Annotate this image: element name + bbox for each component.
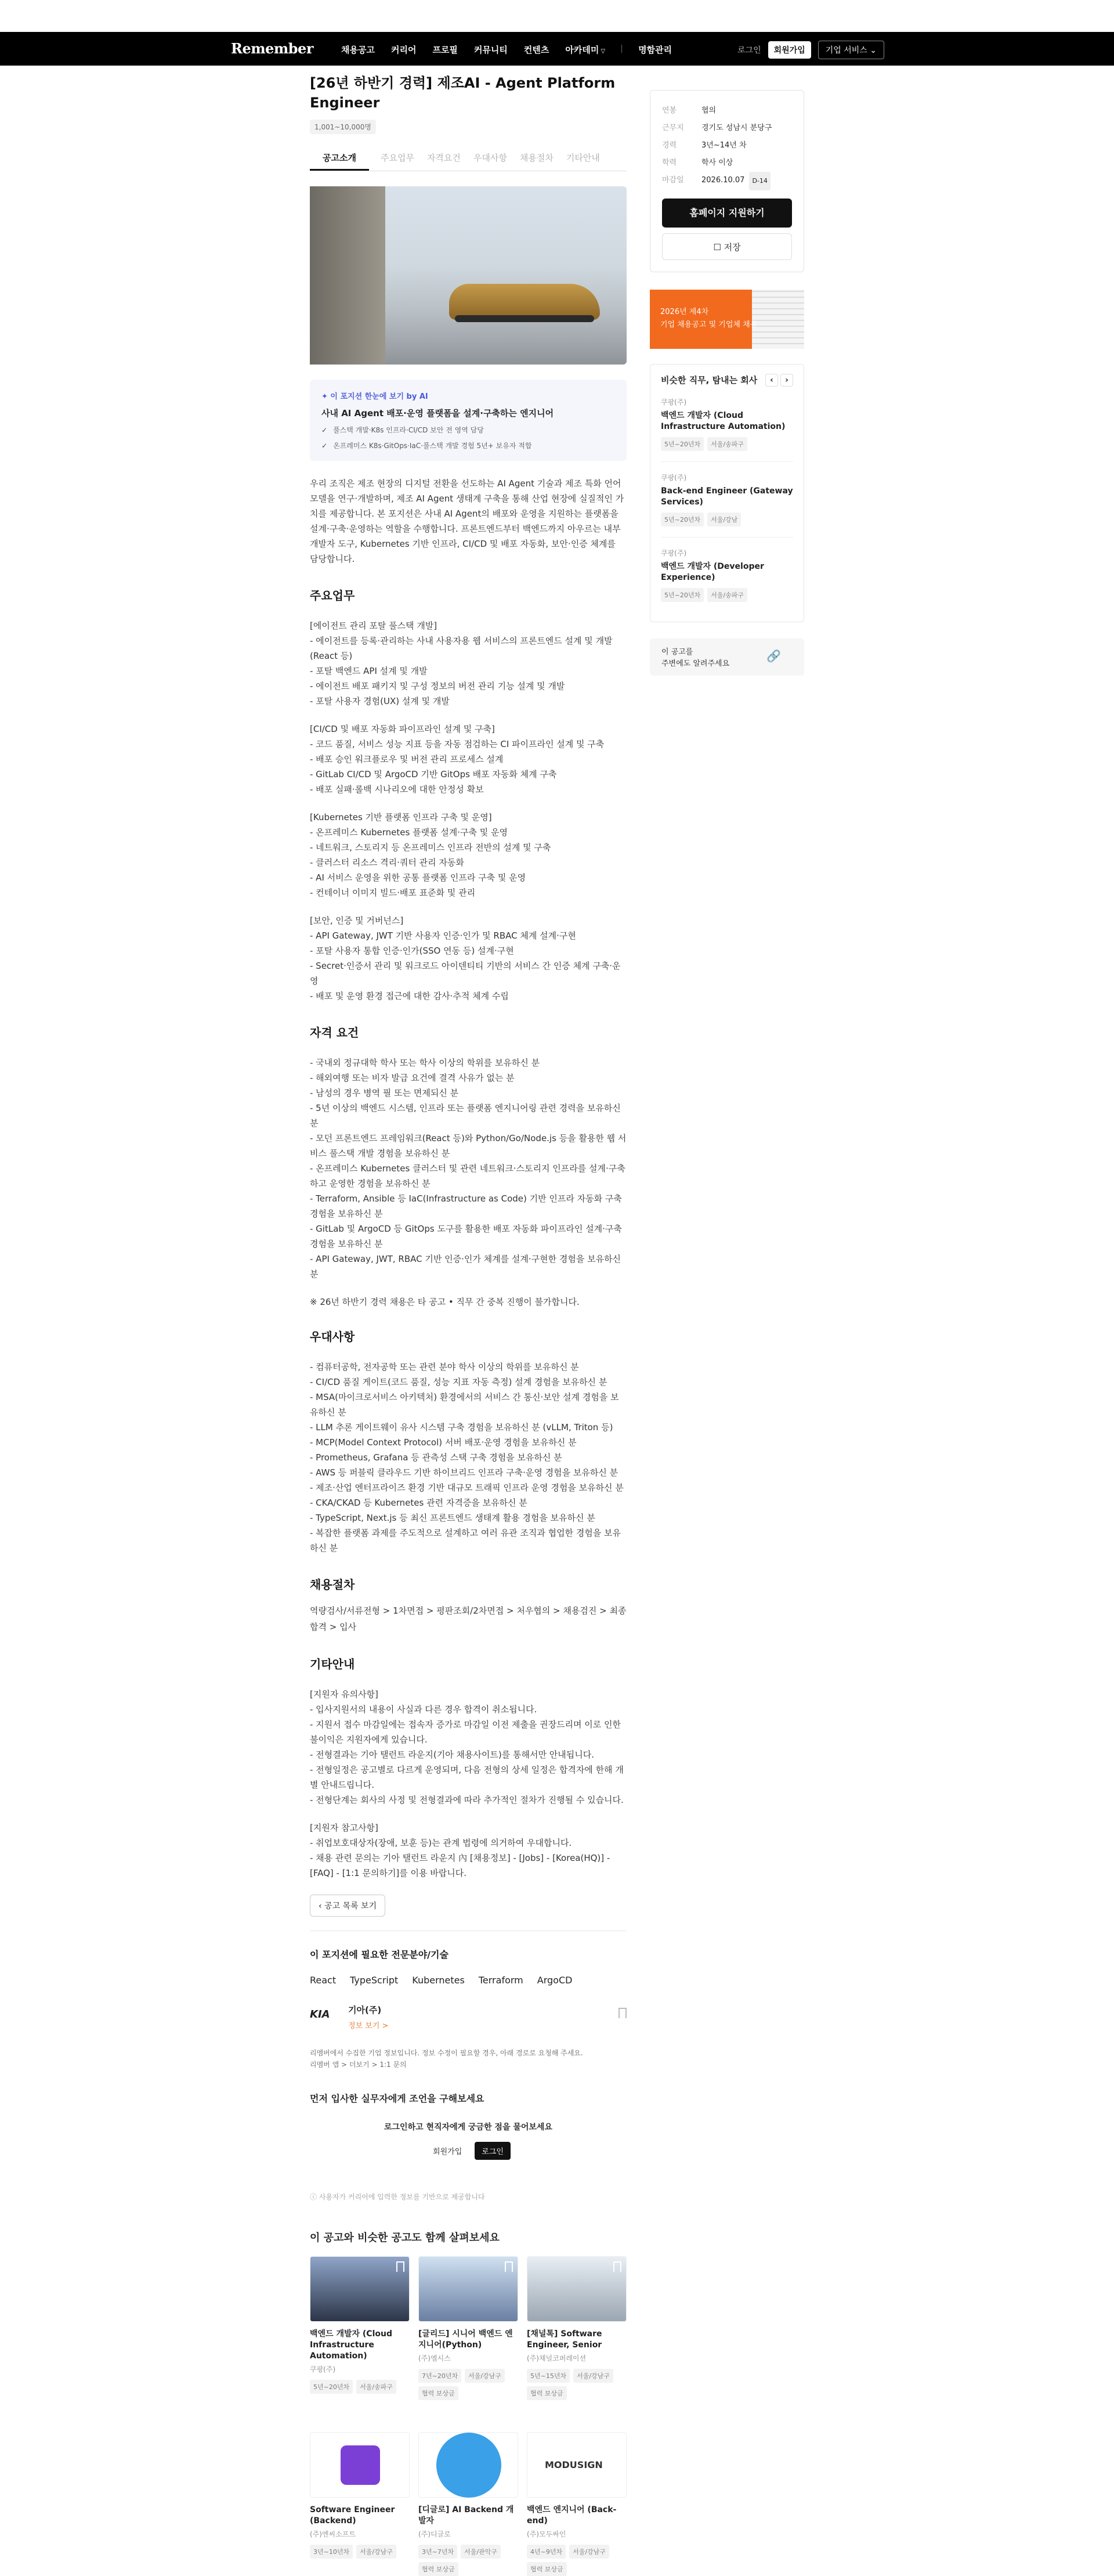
bookmark-icon: ☐: [713, 242, 724, 252]
tab-duties[interactable]: 주요업무: [380, 153, 414, 163]
duty-item: - 배포 실패·롤백 시나리오에 대한 안정성 확보: [310, 784, 484, 795]
job-card-company: (주)엔씨소프트: [310, 2530, 356, 2538]
job-card-chips: [527, 2545, 627, 2576]
signup-button[interactable]: 회원가입: [768, 41, 811, 59]
section-tabs: [310, 151, 627, 171]
share-text: 이 공고를 주변에도 알려주세요: [661, 648, 730, 668]
skills-list: [310, 1975, 627, 1986]
similar-job-chips: [661, 588, 793, 602]
qualifications-heading: 자격 요건: [310, 1026, 359, 1040]
similar-jobs-heading: 이 공고와 비슷한 공고도 함께 살펴보세요: [310, 2232, 500, 2244]
company-text: [348, 2004, 388, 2030]
similar-job-chip: 5년~20년차: [661, 437, 704, 451]
duty-group-title: [에이전트 관리 포탈 풀스택 개발]: [310, 620, 437, 631]
company-name: 기아(주): [348, 2005, 382, 2015]
hero-wall: [310, 186, 385, 365]
skill-tag: Kubernetes: [412, 1975, 465, 1986]
similar-companies-box: [650, 364, 804, 622]
deadline-badge: D-14: [749, 172, 770, 190]
company-logo: [341, 2445, 380, 2485]
duty-item: - 컨테이너 이미지 빌드·배포 표준화 및 관리: [310, 887, 476, 898]
etc-item: - 전형결과는 기아 탤런트 라운지(기아 채용사이트)를 통해서만 안내됩니다.: [310, 1749, 594, 1760]
bookmark-icon[interactable]: [613, 2261, 621, 2272]
duties-list: [310, 618, 627, 1004]
similar-company-item[interactable]: [661, 462, 793, 537]
job-info-box: [650, 90, 804, 272]
job-card-company: (주)모두싸인: [527, 2530, 566, 2538]
similar-company-item[interactable]: [661, 387, 793, 462]
duty-group-title: [보안, 인증 및 거버넌스]: [310, 915, 404, 926]
duty-item: - 포탈 사용자 통합 인증·인가(SSO 연동 등) 설계·구현: [310, 946, 514, 956]
etc-group-title: [지원자 유의사항]: [310, 1689, 378, 1700]
similar-job-title: Back-end Engineer (Gateway Services): [661, 486, 793, 507]
tab-qualifications[interactable]: 자격요건: [426, 153, 461, 163]
skill-tag: React: [310, 1975, 337, 1986]
tab-preferences[interactable]: 우대사항: [473, 153, 507, 163]
bookmark-icon[interactable]: [505, 2261, 513, 2272]
duty-item: - 에이전트 배포 패키지 및 구성 정보의 버전 관리 기능 설계 및 개발: [310, 681, 565, 691]
mentor-note: ⓘ 사용자가 커리어에 입력한 정보를 기반으로 제공합니다: [310, 2193, 485, 2201]
save-label: 저장: [724, 242, 741, 252]
job-card[interactable]: [310, 2256, 410, 2400]
job-card-chip: 서울/강남구: [569, 2545, 609, 2559]
duty-group-title: [Kubernetes 기반 플랫폼 인프라 구축 및 운영]: [310, 812, 492, 822]
nav-jobs[interactable]: 채용공고: [341, 45, 375, 55]
job-card[interactable]: [527, 2256, 627, 2400]
job-detail: [310, 73, 627, 2576]
job-hero-image: [310, 186, 627, 365]
qualifications-list: [310, 1055, 627, 1282]
qualification-item: - 국내외 정규대학 학사 또는 학사 이상의 학위를 보유하신 분: [310, 1058, 540, 1068]
duty-item: - 배포 및 운영 환경 접근에 대한 감사·추적 체계 수립: [310, 991, 509, 1001]
duty-item: - 포탈 백엔드 API 설계 및 개발: [310, 666, 428, 676]
mentor-login-prompt: [310, 2121, 627, 2179]
hero-car: [449, 284, 600, 320]
etc-item: - 채용 관련 문의는 기아 탤런트 라운지 內 [채용정보] - [Jobs] - [Korea(HQ)] - [FAQ] - [1:1 문의하기]를 이용 바랍니다.: [310, 1853, 610, 1878]
duty-item: - Secret·인증서 관리 및 워크로드 아이덴티티 기반의 서비스 간 인증 체계 구축·운영: [310, 961, 621, 986]
chevron-down-icon: ⌄: [870, 46, 877, 55]
similar-job-title: 백엔드 개발자 (Developer Experience): [661, 562, 764, 582]
preference-item: - TypeScript, Next.js 등 최신 프론트엔드 생태계 활용 경험을 보유하신 분: [310, 1513, 595, 1523]
banner-text: 2026년 제4차 기업 채용공고 및 기업체 채용: [660, 308, 758, 329]
qualification-item: - 모던 프론트엔드 프레임워크(React 등)와 Python/Go/Node.js 등을 활용한 웹 서비스 풀스택 개발 경험을 보유하신 분: [310, 1133, 627, 1159]
similar-job-chip: 5년~20년차: [661, 513, 704, 526]
login-link[interactable]: 로그인: [737, 46, 761, 55]
similar-company-item[interactable]: [661, 537, 793, 612]
info-key: 경력: [662, 141, 677, 150]
info-value: 학사 이상: [701, 158, 733, 167]
preference-item: - 복잡한 플랫폼 과제를 주도적으로 설계하고 여러 유관 조직과 협업한 경험을 보유하신 분: [310, 1528, 621, 1553]
corp-service-button[interactable]: [818, 41, 884, 59]
duty-item: - AI 서비스 운영을 위한 공통 플랫폼 인프라 구축 및 운영: [310, 872, 526, 883]
process-heading: 채용절차: [310, 1578, 355, 1592]
similar-job-chip: 서울/강남: [707, 513, 741, 526]
mentor-heading: 먼저 입사한 실무자에게 조언을 구해보세요: [310, 2093, 484, 2104]
preference-item: - CKA/CKAD 등 Kubernetes 관련 자격증을 보유하신 분: [310, 1498, 527, 1508]
duty-item: - 포탈 사용자 경험(UX) 설계 및 개발: [310, 696, 450, 706]
etc-item: - 전형단계는 회사의 사정 및 전형결과에 따라 추가적인 절차가 진행될 수 있습니다.: [310, 1795, 624, 1805]
job-card[interactable]: [310, 2432, 410, 2576]
back-to-list-label: 공고 목록 보기: [324, 1902, 377, 1911]
preference-item: - LLM 추론 게이트웨이 유사 시스템 구축 경험을 보유하신 분 (vLLM, Triton 등): [310, 1422, 613, 1433]
carousel-arrows: [763, 374, 793, 387]
job-card-title: [디글로] AI Backend 개발자: [418, 2505, 514, 2526]
skill-tag: TypeScript: [350, 1975, 399, 1986]
mentor-buttons: [310, 2142, 627, 2160]
job-card-title: 백엔드 개발자 (Cloud Infrastructure Automation): [310, 2329, 392, 2361]
job-card-chip: 협력 보상금: [418, 2562, 458, 2576]
company-info-notice: 리멤버에서 수집한 기업 정보입니다. 정보 수정이 필요할 경우, 아래 경로로 요청해 주세요. 리멤버 앱 > 더보기 > 1:1 문의: [310, 2049, 583, 2069]
skill-tag: Terraform: [478, 1975, 523, 1986]
job-card-chip: 서울/강남구: [356, 2545, 396, 2559]
job-intro: 우리 조직은 제조 현장의 디지털 전환을 선도하는 AI Agent 기술과 제조 특화 언어모델을 연구·개발하며, 제조 AI Agent 생태계 구축을 통해 산업 현장에 실질적인 가치를 제공합니다. 본 포지션은 사내 AI Agent의 배포와 운영을 지원하는 플랫폼을 설계·구축·운영하는 역할을 수행합니다. 프론트엔드부터 백엔드까지 아우르는 내부 개발자 도구, Kubernetes 기반 인프라, CI/CD 및 배포 자동화, 보안·인증 체계를 담당합니다.: [310, 478, 624, 564]
job-card-chip: 7년~20년차: [418, 2369, 461, 2383]
job-card-chip: 서울/강남구: [465, 2369, 505, 2383]
job-card-image: [527, 2256, 627, 2322]
bookmark-icon[interactable]: [396, 2261, 404, 2272]
etc-group-title: [지원자 참고사항]: [310, 1823, 378, 1833]
job-card-image: [418, 2432, 518, 2498]
duty-item: - 배포 승인 워크플로우 및 버전 관리 프로세스 설계: [310, 754, 504, 764]
qualifications-note: ※ 26년 하반기 경력 채용은 타 공고 • 직무 간 중복 진행이 불가합니다.: [310, 1297, 580, 1307]
job-card-chip: 5년~15년차: [527, 2369, 570, 2383]
etc-group: [310, 1687, 627, 1807]
job-card-chip: 3년~10년차: [310, 2545, 353, 2559]
ai-summary-box: [310, 380, 627, 461]
job-card-chips: [418, 2545, 518, 2576]
duty-item: - GitLab CI/CD 및 ArgoCD 기반 GitOps 배포 자동화 체계 구축: [310, 769, 557, 780]
preferences-list: [310, 1359, 627, 1556]
chevron-left-icon[interactable]: ‹: [765, 374, 778, 387]
preference-item: - CI/CD 품질 게이트(코드 품질, 성능 지표 자동 측정) 설계 경험을 보유하신 분: [310, 1377, 607, 1387]
similar-companies-title: 비슷한 직무, 탐내는 회사: [661, 375, 758, 385]
similar-job-title: 백엔드 개발자 (Cloud Infrastructure Automation): [661, 411, 786, 431]
job-card-company: (주)채널코퍼레이션: [527, 2354, 587, 2362]
chevron-left-icon: ‹: [319, 1902, 325, 1911]
qualification-item: - Terraform, Ansible 등 IaC(Infrastructure as Code) 기반 인프라 자동화 구축 경험을 보유하신 분: [310, 1193, 622, 1219]
similar-job-chip: 서울/송파구: [707, 437, 747, 451]
link-icon[interactable]: 🔗: [766, 649, 781, 663]
preference-item: - Prometheus, Grafana 등 관측성 스택 구축 경험을 보유하신 분: [310, 1452, 562, 1463]
similar-company-name: 쿠팡(주): [661, 398, 687, 406]
top-nav-bar: [0, 32, 1114, 66]
job-card-chips: [310, 2380, 410, 2394]
similar-job-chips: [661, 513, 793, 526]
qualification-item: - GitLab 및 ArgoCD 등 GitOps 도구를 활용한 배포 자동화 파이프라인 설계·구축 경험을 보유하신 분: [310, 1224, 622, 1249]
process-steps: 역량검사/서류전형 > 1차면접 > 평판조회/2차면접 > 처우협의 > 채용검진 > 최종합격 > 입사: [310, 1606, 627, 1632]
bookmark-icon[interactable]: [613, 2437, 621, 2448]
tab-process[interactable]: 채용절차: [519, 153, 554, 163]
chevron-right-icon[interactable]: ›: [780, 374, 793, 387]
mentor-prompt-text: 로그인하고 현직자에게 궁금한 점을 물어보세요: [384, 2123, 552, 2132]
similar-jobs-grid: [310, 2256, 627, 2576]
duty-group: [310, 810, 627, 900]
job-card-chip: 5년~20년차: [310, 2380, 353, 2394]
job-card-chip: 3년~7년차: [418, 2545, 457, 2559]
duties-heading: 주요업무: [310, 589, 355, 602]
duty-item: - API Gateway, JWT 기반 사용자 인증·인가 및 RBAC 체계 설계·구현: [310, 930, 576, 941]
etc-item: - 지원서 접수 마감일에는 접속자 증가로 마감일 이전 제출을 권장드리며 이로 인한 불이익은 지원자에게 있습니다.: [310, 1719, 621, 1745]
info-key: 학력: [662, 158, 677, 167]
nav-card-management[interactable]: 명함관리: [638, 45, 672, 55]
duty-group: [310, 618, 627, 709]
similar-job-chip: 서울/송파구: [707, 588, 747, 602]
job-card-title: [글리드] 시니어 백엔드 엔지니어(Python): [418, 2329, 513, 2350]
similar-companies-header: [661, 374, 793, 387]
tab-intro[interactable]: 공고소개: [310, 151, 369, 171]
job-card-chip: 협력 보상금: [527, 2386, 567, 2400]
ai-summary-point: ✓ 풀스택 개발·K8s 인프라·CI/CD 보안 전 영역 담당: [321, 425, 615, 435]
job-card-chip: 서울/강남구: [573, 2369, 613, 2383]
ai-summary-heading: [321, 390, 615, 401]
duty-group-title: [CI/CD 및 배포 자동화 파이프라인 설계 및 구축]: [310, 724, 495, 734]
job-card-image: [527, 2432, 627, 2498]
preferences-heading: 우대사항: [310, 1330, 355, 1344]
info-value: 협의: [701, 106, 717, 115]
company-logo: KIA: [310, 2008, 330, 2021]
info-value: 3년~14년 차: [701, 141, 747, 150]
logo[interactable]: Remember: [231, 40, 313, 57]
preference-item: - 제조·산업 엔터프라이즈 환경 기반 대규모 트래픽 인프라 운영 경험을 보유하신 분: [310, 1482, 624, 1493]
company-logo: [436, 2433, 501, 2498]
etc-list: [310, 1687, 627, 1881]
bookmark-icon[interactable]: [619, 2008, 627, 2018]
duty-item: - 클러스터 리소스 격리·쿼터 관리 자동화: [310, 857, 464, 868]
nav-career[interactable]: 커리어: [390, 45, 417, 55]
job-card[interactable]: [527, 2432, 627, 2576]
etc-item: - 취업보호대상자(장애, 보훈 등)는 관계 법령에 의거하여 우대합니다.: [310, 1838, 572, 1848]
info-row: [662, 102, 792, 120]
bookmark-icon[interactable]: [505, 2437, 513, 2448]
qualification-item: - 해외여행 또는 비자 발급 요건에 결격 사유가 없는 분: [310, 1073, 515, 1083]
duty-item: - 네트워크, 스토리지 등 온프레미스 인프라 전반의 설계 및 구축: [310, 842, 551, 853]
job-card-chip: 서울/관악구: [461, 2545, 501, 2559]
similar-company-name: 쿠팡(주): [661, 549, 687, 557]
hero-car-shadow: [455, 315, 594, 322]
duty-item: - 온프레미스 Kubernetes 플랫폼 설계·구축 및 운영: [310, 827, 508, 838]
similar-companies-list: [661, 387, 793, 612]
mentor-login-button[interactable]: 로그인: [475, 2142, 511, 2160]
back-to-list-button[interactable]: [310, 1895, 385, 1917]
duty-item: - 코드 품질, 서비스 성능 지표 등을 자동 점검하는 CI 파이프라인 설계 및 구축: [310, 739, 605, 749]
nav-academy-label: 아카데미: [565, 45, 599, 55]
info-value: 경기도 성남시 분당구: [701, 124, 772, 132]
job-card-image: [418, 2256, 518, 2322]
qualification-item: - 온프레미스 Kubernetes 클러스터 및 관련 네트워크·스토리지 인프라를 설계·구축하고 운영한 경험을 보유하신 분: [310, 1163, 625, 1189]
sparkle-icon: ✦: [321, 392, 331, 401]
job-card-chip: 협력 보상금: [527, 2562, 567, 2576]
job-card[interactable]: [418, 2432, 518, 2576]
info-row: [662, 120, 792, 137]
chevron-down-icon: ▽: [601, 48, 606, 55]
ai-summary-title: 사내 AI Agent 배포·운영 플랫폼을 설계·구축하는 엔지니어: [321, 408, 554, 418]
info-row: [662, 172, 792, 190]
etc-item: - 전형일정은 공고별로 다르게 운영되며, 다음 전형의 상세 일정은 합격자에 한해 개별 안내드립니다.: [310, 1765, 624, 1790]
preference-item: - MSA(마이크로서비스 아키텍처) 환경에서의 서비스 간 통신·보안 설계 경험을 보유하신 분: [310, 1392, 619, 1417]
tab-etc[interactable]: 기타안내: [566, 153, 600, 163]
qualification-item: - 남성의 경우 병역 필 또는 면제되신 분: [310, 1088, 459, 1098]
job-card-title: Software Engineer (Backend): [310, 2505, 395, 2526]
ai-summary-point: ✓ 온프레미스 K8s·GitOps·IaC·풀스택 개발 경험 5년+ 보유자 적합: [321, 441, 615, 450]
nav-contents[interactable]: 컨텐츠: [523, 45, 549, 55]
job-card-chip: 4년~9년차: [527, 2545, 566, 2559]
similar-company-name: 쿠팡(주): [661, 474, 687, 482]
job-card-image: [310, 2432, 410, 2498]
job-card-company: (주)디글로: [418, 2530, 451, 2538]
share-box: [650, 638, 804, 676]
job-card-chips: [418, 2369, 518, 2400]
job-card-chips: [310, 2545, 410, 2559]
info-key: 마감일: [662, 176, 684, 185]
duty-item: - 에이전트를 등록·관리하는 사내 사용자용 웹 서비스의 프론트엔드 설계 및 개발 (React 등): [310, 636, 613, 661]
corp-service-label: 기업 서비스: [825, 46, 867, 55]
duty-group: [310, 721, 627, 797]
skills-heading: 이 포지션에 필요한 전문분야/기술: [310, 1949, 449, 1960]
job-info-rows: [662, 102, 792, 190]
duty-group: [310, 913, 627, 1004]
job-card[interactable]: [418, 2256, 518, 2400]
job-card-company: (주)엠시스: [418, 2354, 451, 2362]
nav-divider: [621, 45, 622, 53]
company-info-link[interactable]: 정보 보기 >: [348, 2022, 389, 2030]
etc-group: [310, 1820, 627, 1881]
etc-item: - 입사지원서의 내용이 사실과 다른 경우 합격이 취소됩니다.: [310, 1704, 537, 1715]
job-card-title: [채널톡] Software Engineer, Senior: [527, 2329, 602, 2350]
info-row: [662, 137, 792, 154]
info-key: 연봉: [662, 106, 677, 115]
preference-item: - AWS 등 퍼블릭 클라우드 기반 하이브리드 인프라 구축·운영 경험을 보유하신 분: [310, 1467, 619, 1478]
similar-job-chip: 5년~20년차: [661, 588, 704, 602]
info-key: 근무지: [662, 124, 684, 132]
company-size-tag: 1,001~10,000명: [310, 120, 376, 134]
promo-banner[interactable]: [650, 290, 804, 349]
similar-job-chips: [661, 437, 793, 451]
job-card-title: 백엔드 엔지니어 (Back-end): [527, 2505, 617, 2526]
sidebar: [650, 90, 804, 676]
preference-item: - 컴퓨터공학, 전자공학 또는 관련 분야 학사 이상의 학위를 보유하신 분: [310, 1362, 579, 1372]
job-card-chip: 서울/송파구: [356, 2380, 396, 2394]
ai-summary-heading-text: 이 포지션 한눈에 보기 by AI: [330, 392, 428, 401]
qualification-item: - 5년 이상의 백엔드 시스템, 인프라 또는 플랫폼 엔지니어링 관련 경력을 보유하신 분: [310, 1103, 621, 1128]
company-card[interactable]: [310, 2003, 627, 2031]
etc-heading: 기타안내: [310, 1657, 355, 1671]
nav-profile[interactable]: 프로필: [432, 45, 458, 55]
nav-academy[interactable]: [565, 44, 605, 56]
job-card-image: [310, 2256, 410, 2322]
company-logo: MODUSIGN: [545, 2459, 603, 2470]
skill-tag: ArgoCD: [537, 1975, 573, 1986]
job-card-company: 쿠팡(주): [310, 2365, 336, 2373]
job-card-chips: [527, 2369, 627, 2400]
info-value: 2026.10.07: [701, 176, 745, 185]
apply-button[interactable]: 홈페이지 지원하기: [662, 199, 792, 228]
qualification-item: - API Gateway, JWT, RBAC 기반 인증·인가 체계를 설계·구현한 경험을 보유하신 분: [310, 1254, 621, 1279]
info-row: [662, 154, 792, 172]
bookmark-icon[interactable]: [396, 2437, 404, 2448]
job-title: [26년 하반기 경력] 제조AI - Agent Platform Engineer: [310, 75, 616, 111]
mentor-signup-button[interactable]: 회원가입: [433, 2148, 462, 2156]
job-card-chip: 협력 보상금: [418, 2386, 458, 2400]
main-nav: [341, 44, 672, 56]
preference-item: - MCP(Model Context Protocol) 서버 배포·운영 경험을 보유하신 분: [310, 1437, 577, 1448]
top-right-actions: [737, 41, 884, 59]
nav-community[interactable]: 커뮤니티: [473, 45, 508, 55]
save-button[interactable]: [662, 233, 792, 260]
